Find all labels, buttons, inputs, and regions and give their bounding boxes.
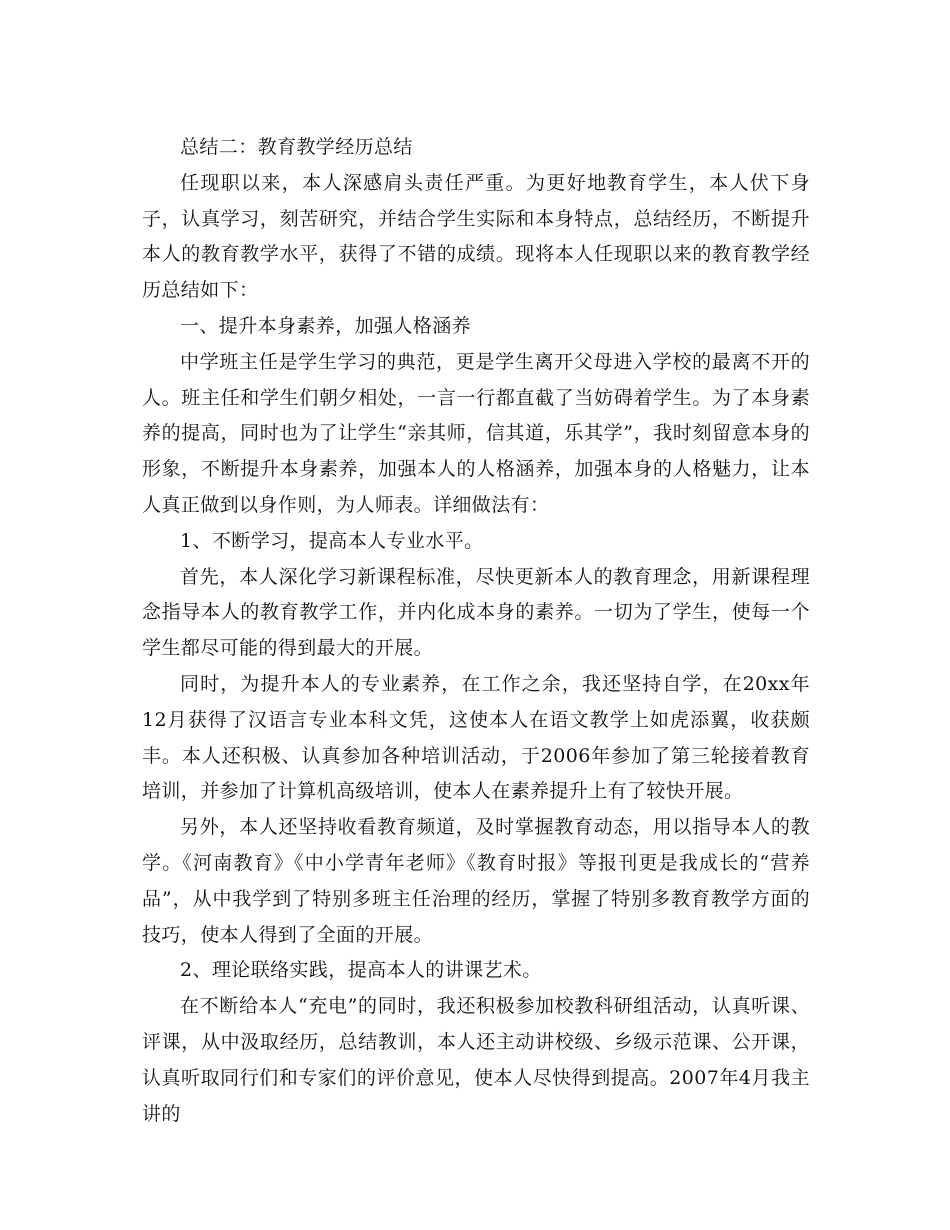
body-paragraph: 中学班主任是学生学习的典范，更是学生离开父母进入学校的最离不开的人。班主任和学生们朝夕相处，一言一行都直截了当妨碍着学生。为了本身素养的提高，同时也为了让学生“亲其师，信其道，乐其学”，我时刻留意本身的形象，不断提升本身素养，加强本人的人格涵养，加强本身的人格魅力，让本人真正做到以身作则，为人师表。详细做法有： [142, 350, 810, 516]
subheading-two: 2、理论联络实践，提高本人的讲课艺术。 [180, 959, 542, 982]
body-paragraph: 首先，本人深化学习新课程标准，尽快更新本人的教育理念，用新课程理念指导本人的教育教学工作，并内化成本身的素养。一切为了学生，使每一个学生都尽可能的得到最大的开展。 [142, 565, 810, 660]
heading-one: 一、提升本身素养，加强人格涵养 [180, 314, 472, 337]
body-paragraph: 另外，本人还坚持收看教育频道，及时掌握教育动态，用以指导本人的教学。《河南教育》《中小学青年老师》《教育时报》等报刊更是我成长的“营养品”，从中我学到了特别多班主任治理的经历，掌握了特别多教育教学方面的技巧，使本人得到了全面的开展。 [142, 816, 810, 946]
body-paragraph: 同时，为提升本人的专业素养，在工作之余，我还坚持自学，在20xx年12月获得了汉语言专业本科文凭，这使本人在语文教学上如虎添翼，收获颇丰。本人还积极、认真参加各种培训活动，于2006年参加了第三轮接着教育培训，并参加了计算机高级培训，使本人在素养提升上有了较快开展。 [142, 672, 810, 803]
intro-paragraph: 任现职以来，本人深感肩头责任严重。为更好地教育学生，本人伏下身子，认真学习，刻苦研究，并结合学生实际和本身特点，总结经历，不断提升本人的教育教学水平，获得了不错的成绩。现将本人任现职以来的教育教学经历总结如下： [142, 171, 810, 302]
section-title: 总结二：教育教学经历总结 [180, 136, 413, 158]
subheading-one: 1、不断学习，提高本人专业水平。 [180, 529, 484, 552]
body-paragraph: 在不断给本人“充电”的同时，我还积极参加校教科研组活动，认真听课、评课，从中汲取经历，总结教训，本人还主动讲校级、乡级示范课、公开课，认真听取同行们和专家们的评价意见，使本人尽快得到提高。2007年4月我主讲的 [142, 995, 810, 1125]
document-page [142, 130, 810, 1132]
